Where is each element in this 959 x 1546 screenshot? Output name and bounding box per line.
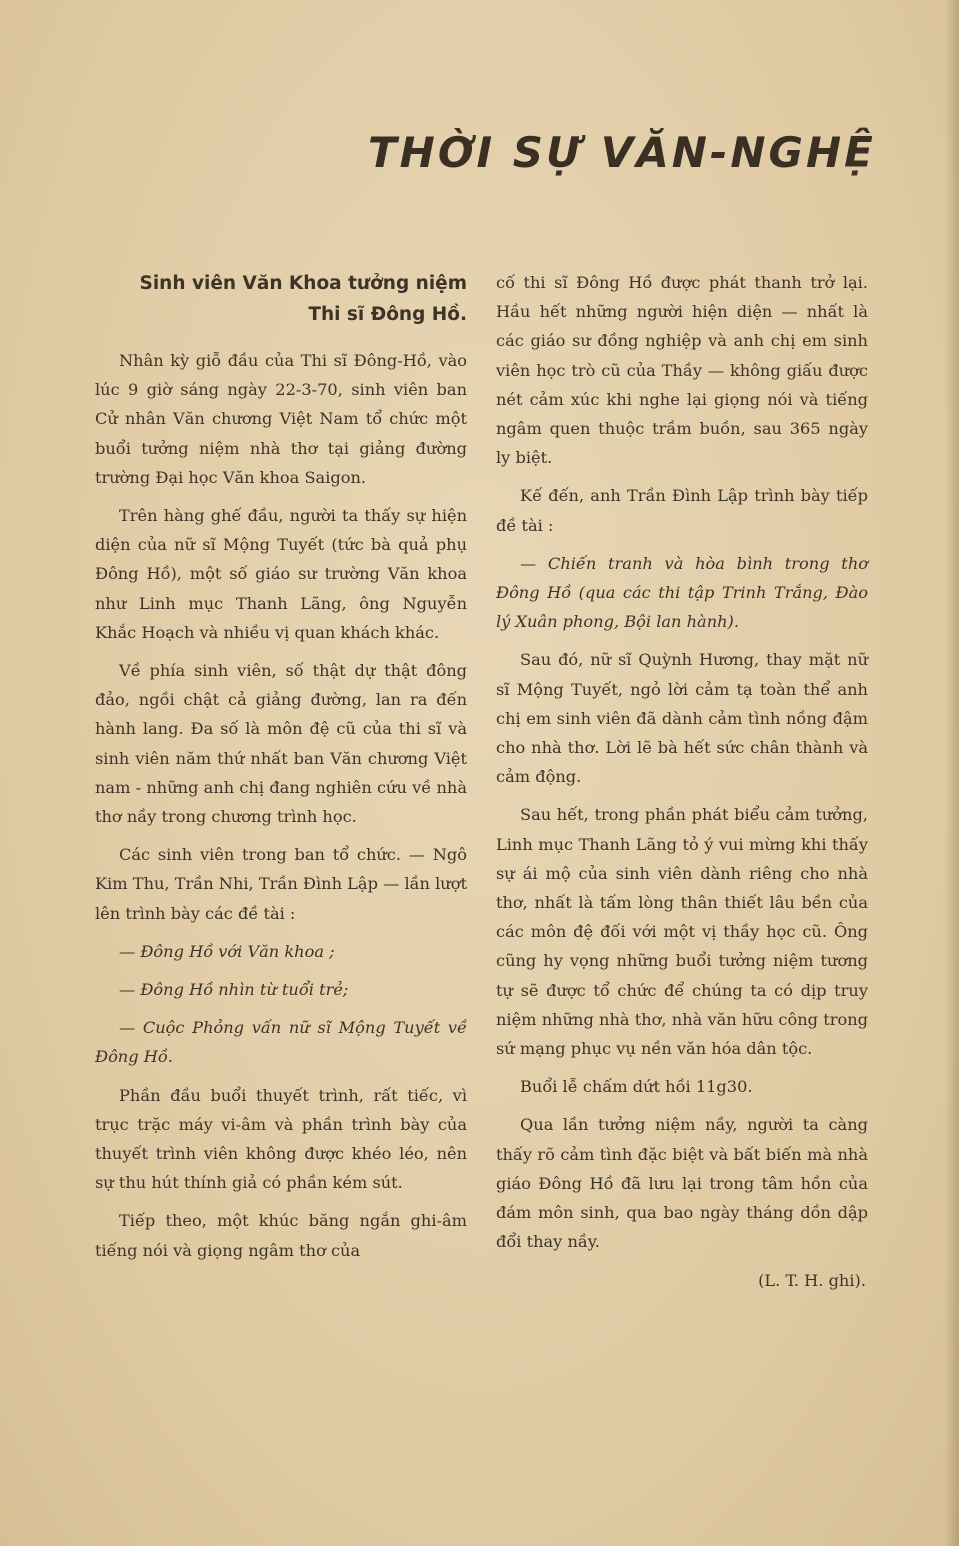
paragraph: Buổi lễ chấm dứt hồi 11g30.: [520, 1077, 753, 1097]
paragraph: Qua lần tưởng niệm nầy, người ta càng thấy rõ cảm tình đặc biệt và bất biến mà nhà giáo Đông Hồ đã lưu lại trong tâm hồn của đám môn sinh, qua bao ngày tháng dồn dập đổi thay nầy.: [496, 1115, 868, 1252]
paragraph: Các sinh viên trong ban tổ chức. — Ngô Kim Thu, Trần Nhi, Trần Đình Lập — lần lượt lên trình bày các đề tài :: [95, 845, 467, 923]
paragraph: Sau hết, trong phần phát biểu cảm tưởng, Linh mục Thanh Lãng tỏ ý vui mừng khi thấy sự ái mộ của sinh viên dành riêng cho nhà thơ, nhất là tấm lòng thân thiết lâu bền của các môn đệ đối với một vị thầy học cũ. Ông cũng hy vọng những buổi tưởng niệm tương tự sẽ được tổ chức để chúng ta có dịp truy niệm những nhà thơ, nhà văn hữu công trong sứ mạng phục vụ nền văn hóa dân tộc.: [496, 805, 868, 1059]
page-edge-shadow: [945, 0, 959, 1546]
section-headline: THỜI SỰ VĂN-NGHỆ: [368, 128, 876, 177]
left-column: [95, 268, 467, 1274]
topic-item: — Cuộc Phỏng vấn nữ sĩ Mộng Tuyết về Đông Hồ.: [95, 1018, 467, 1067]
paragraph: Về phía sinh viên, số thật dự thật đông đảo, ngồi chật cả giảng đường, lan ra đến hành lang. Đa số là môn đệ cũ của thi sĩ và sinh viên năm thứ nhất ban Văn chương Việt nam - những anh chị đang nghiên cứu về nhà thơ nầy trong chương trình học.: [95, 661, 467, 827]
topic-item: — Đông Hồ nhìn từ tuổi trẻ;: [119, 980, 349, 1000]
author-signature: (L. T. H. ghi).: [758, 1270, 866, 1290]
paragraph: Kế đến, anh Trần Đình Lập trình bày tiếp đề tài :: [496, 486, 868, 535]
paragraph: Phần đầu buổi thuyết trình, rất tiếc, vì trục trặc máy vi-âm và phần trình bày của thuyết trình viên không được khéo léo, nên sự thu hút thính giả có phần kém sút.: [95, 1085, 467, 1193]
paragraph: cố thi sĩ Đông Hồ được phát thanh trở lại. Hầu hết những người hiện diện — nhất là các giáo sư đồng nghiệp và anh chị em sinh viên học trò cũ của Thầy — không giấu được nét cảm xúc khi nghe lại giọng nói và tiếng ngâm quen thuộc trầm buồn, sau 365 ngày ly biệt.: [496, 273, 868, 468]
paragraph: Sau đó, nữ sĩ Quỳnh Hương, thay mặt nữ sĩ Mộng Tuyết, ngỏ lời cảm tạ toàn thể anh chị em sinh viên đã dành cảm tình nồng đậm cho nhà thơ. Lời lẽ bà hết sức chân thành và cảm động.: [496, 650, 868, 787]
paragraph: Tiếp theo, một khúc băng ngắn ghi-âm tiếng nói và giọng ngâm thơ của: [95, 1211, 467, 1260]
topic-item: — Đông Hồ với Văn khoa ;: [119, 941, 335, 961]
article-subtitle: Sinh viên Văn Khoa tưởng niệm Thi sĩ Đông Hồ.: [139, 273, 467, 325]
right-column: [496, 268, 868, 1304]
topic-item: — Chiến tranh và hòa bình trong thơ Đông Hồ (qua các thi tập Trinh Trắng, Đào lý Xuân phong, Bội lan hành).: [496, 553, 868, 632]
paragraph: Trên hàng ghế đầu, người ta thấy sự hiện diện của nữ sĩ Mộng Tuyết (tức bà quả phụ Đông Hồ), một số giáo sư trường Văn khoa như Linh mục Thanh Lãng, ông Nguyễn Khắc Hoạch và nhiều vị quan khách khác.: [95, 506, 467, 642]
paragraph: Nhân kỳ giỗ đầu của Thi sĩ Đông-Hồ, vào lúc 9 giờ sáng ngày 22-3-70, sinh viên ban Cử nhân Văn chương Việt Nam tổ chức một buổi tưởng niệm nhà thơ tại giảng đường trường Đại học Văn khoa Saigon.: [95, 351, 467, 487]
